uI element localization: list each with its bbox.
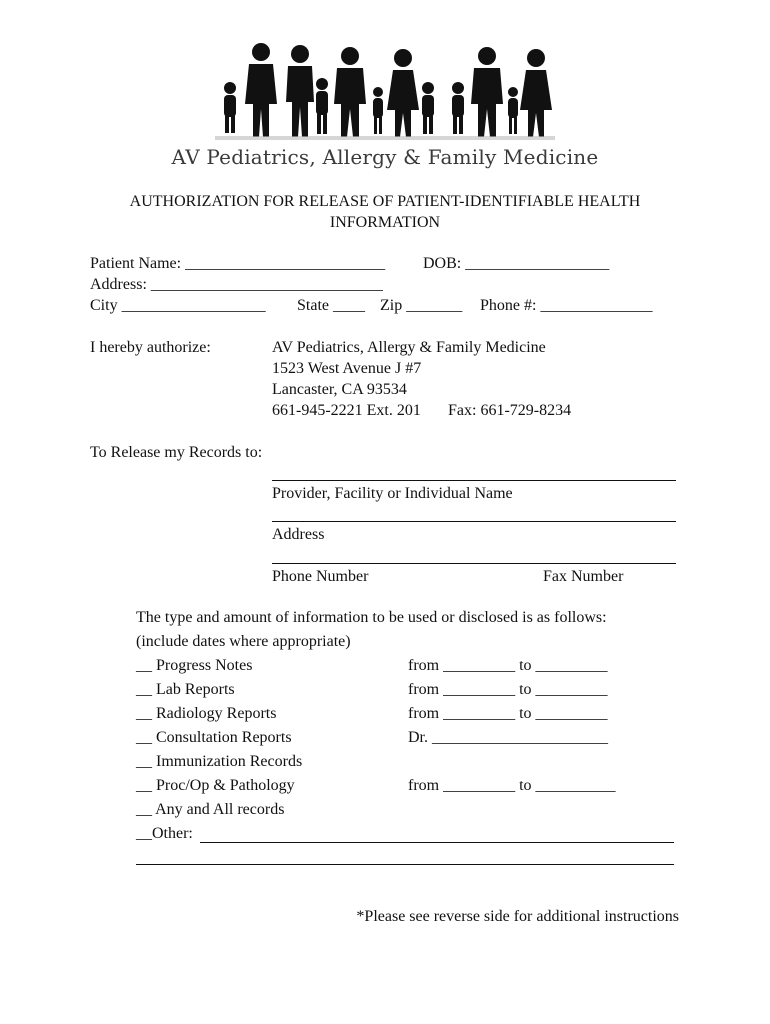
provider-name-line[interactable] (272, 480, 676, 481)
item-consultation-reports[interactable]: __ Consultation Reports (136, 729, 292, 746)
practice-street: 1523 West Avenue J #7 (272, 360, 422, 377)
family-silhouette-logo (215, 40, 555, 140)
item-proc-op-pathology-range[interactable]: from _________ to __________ (408, 777, 616, 794)
item-immunization-records[interactable]: __ Immunization Records (136, 753, 303, 770)
release-address-line[interactable] (272, 521, 676, 522)
release-phone-label: Phone Number (272, 568, 369, 585)
zip-field[interactable]: Zip _______ (380, 297, 463, 314)
logo-org-name: AV Pediatrics, Allergy & Family Medicine (171, 145, 599, 169)
practice-phone: 661-945-2221 Ext. 201 (272, 402, 421, 419)
reverse-side-note: *Please see reverse side for additional instructions (356, 908, 679, 925)
info-intro-note: (include dates where appropriate) (136, 633, 351, 650)
release-fax-label: Fax Number (543, 568, 624, 585)
release-address-label: Address (272, 526, 325, 543)
item-progress-notes-range[interactable]: from _________ to _________ (408, 657, 608, 674)
phone-field[interactable]: Phone #: ______________ (480, 297, 653, 314)
state-field[interactable]: State ____ (297, 297, 365, 314)
other-line-1[interactable] (200, 842, 674, 843)
item-proc-op-pathology[interactable]: __ Proc/Op & Pathology (136, 777, 295, 794)
form-title-line1: AUTHORIZATION FOR RELEASE OF PATIENT-IDENTIFIABLE HEALTH (129, 193, 641, 210)
item-consultation-doctor[interactable]: Dr. ______________________ (408, 729, 608, 746)
other-line-2[interactable] (136, 864, 674, 865)
release-to-label: To Release my Records to: (90, 444, 263, 461)
item-other[interactable]: __Other: (136, 825, 193, 842)
info-intro: The type and amount of information to be used or disclosed is as follows: (136, 609, 607, 626)
item-radiology-reports[interactable]: __ Radiology Reports (136, 705, 277, 722)
release-phone-fax-line[interactable] (272, 563, 676, 564)
form-title-line2: INFORMATION (329, 214, 441, 231)
item-radiology-reports-range[interactable]: from _________ to _________ (408, 705, 608, 722)
item-progress-notes[interactable]: __ Progress Notes (136, 657, 253, 674)
practice-fax: Fax: 661-729-8234 (448, 402, 572, 419)
item-lab-reports[interactable]: __ Lab Reports (136, 681, 235, 698)
item-lab-reports-range[interactable]: from _________ to _________ (408, 681, 608, 698)
dob-field[interactable]: DOB: __________________ (423, 255, 610, 272)
practice-name: AV Pediatrics, Allergy & Family Medicine (272, 339, 546, 356)
city-field[interactable]: City __________________ (90, 297, 266, 314)
provider-name-label: Provider, Facility or Individual Name (272, 485, 513, 502)
practice-city: Lancaster, CA 93534 (272, 381, 407, 398)
authorize-label: I hereby authorize: (90, 339, 211, 356)
address-field[interactable]: Address: _____________________________ (90, 276, 383, 293)
item-any-all-records[interactable]: __ Any and All records (136, 801, 285, 818)
patient-name-field[interactable]: Patient Name: _________________________ (90, 255, 386, 272)
